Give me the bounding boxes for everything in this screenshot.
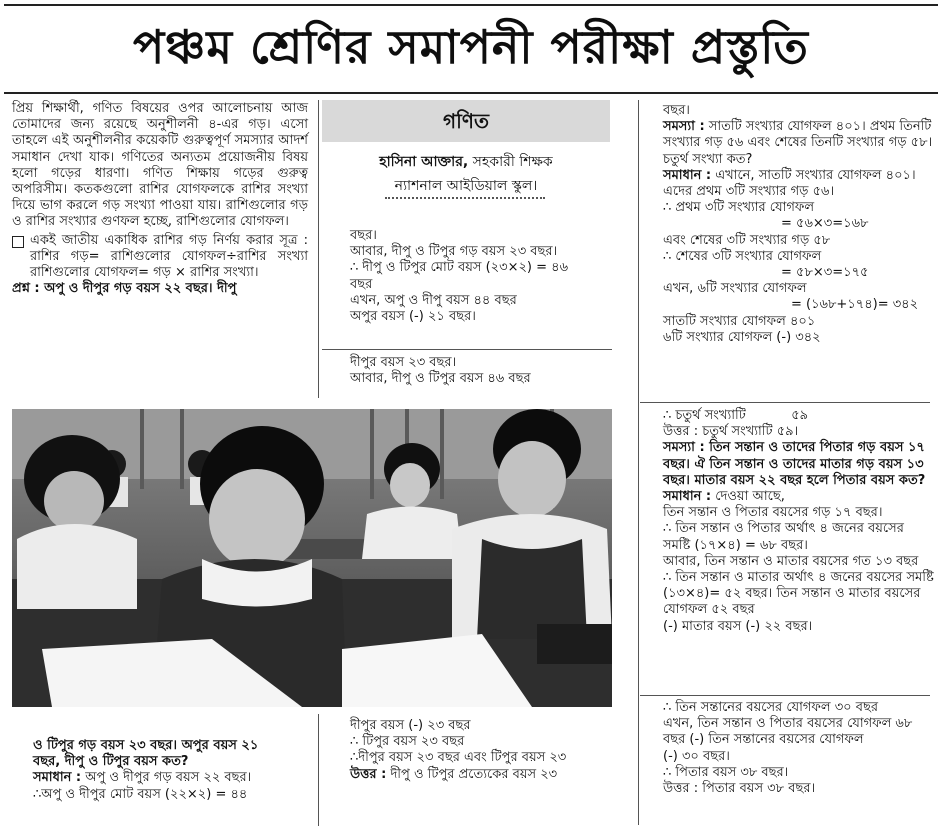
text-line: = ৫৮×৩=১৭৫ (781, 265, 869, 281)
solution-label: সমাধান : (663, 167, 712, 183)
text-line: ∴ তিন সন্তান ও মাতার অর্থাৎ ৪ জনের বয়সের সমষ্টি (১৩×৪)= ৫২ বছর। তিন সন্তান ও মাতার বয়সের যোগফল ৫২ বছর (663, 570, 934, 618)
text-line: ও টিপুর গড় বয়স ২৩ বছর। অপুর বয়স ২১ (33, 738, 259, 753)
solution-text: অপু ও দীপুর গড় বয়স ২২ বছর। (81, 770, 252, 786)
solution-paragraph (663, 168, 935, 184)
column-3-bottom (663, 700, 935, 797)
column-3-divider (640, 695, 930, 696)
text-line: সাতটি সংখ্যার যোগফল ৪০১ (663, 313, 816, 329)
column-1-intro (12, 101, 308, 297)
author-byline (322, 150, 610, 198)
text-line: এখন, ৬টি সংখ্যার যোগফল (663, 281, 807, 297)
answer-text: দীপু ও টিপুর প্রত্যেকের বয়স ২৩ (386, 766, 558, 782)
text-line: ∴ শেষের ৩টি সংখ্যার যোগফল (663, 248, 822, 264)
column-separator (638, 100, 639, 825)
column-separator (318, 100, 319, 398)
text-line: বছর। (350, 228, 377, 243)
text-line: (-) মাতার বয়স (-) ২২ বছর। (663, 618, 813, 634)
text-line: বছর। (663, 103, 690, 118)
text-line: অপুর বয়স (-) ২১ বছর। (350, 309, 476, 325)
page-headline: পঞ্চম শ্রেণির সমাপনী পরীক্ষা প্রস্তুতি (133, 20, 809, 74)
text-line: তিন সন্তান ও পিতার বয়সের গড় ১৭ বছর। (663, 505, 883, 521)
intro-paragraph: প্রিয় শিক্ষার্থী, গণিত বিষয়ের ওপর আলোচনায় আজ তোমাদের জন্য রয়েছে অনুশীলনী ৪-এর গড়। এসো তাহলে এই অনুশীলনীর কয়েকটি গুরুত্বপূর্ণ সমস্যার আদর্শ সমাধান দেখা যাক। গণিতের অন্যতম প্রয়োজনীয় বিষয় হলো গড়ের ধারণা। গণিত শিক্ষায় গড়ের গুরুত্ব অপরিসীম। কতকগুলো রাশির যোগফলকে রাশির সংখ্যা দিয়ে ভাগ করলে গড় সংখ্যা পাওয়া যায়। রাশিগুলোর গড় ও রাশির সংখ্যার গুণফল হচ্ছে, রাশিগুলোর যোগফল। (12, 101, 308, 230)
text-line: ∴ দীপু ও টিপুর মোট বয়স (২৩×২) = ৪৬ (350, 260, 569, 276)
text-line: ∴ টিপুর বয়স ২৩ বছর (350, 734, 465, 750)
classroom-photo (12, 409, 612, 707)
text-line: = ৫৬×৩=১৬৮ (781, 216, 869, 232)
problem-text: তিন সন্তান ও তাদের পিতার গড় বয়স ১৭ বছর। ঐ তিন সন্তান ও তাদের মাতার গড় বয়স ১৩ বছর। মাতার বয়স ২২ বছর হলে পিতার বয়স কত? (663, 440, 926, 488)
headline-rule (4, 92, 938, 94)
question-line (12, 281, 308, 297)
solution-line (33, 770, 323, 786)
formula-bullet (12, 233, 308, 282)
column-3-top (663, 103, 935, 346)
text-line: দীপুর বয়স ২৩ বছর। (350, 355, 457, 370)
problem-paragraph (663, 440, 935, 489)
text-line: ∴দীপুর বয়স ২৩ বছর এবং টিপুর বয়স ২৩ (350, 750, 567, 766)
author-role: সহকারী শিক্ষক (468, 154, 553, 170)
dotted-divider (385, 197, 545, 199)
text-line: = (১৬৮+১৭৪)= ৩৪২ (791, 297, 919, 313)
text-line: ∴অপু ও দীপুর মোট বয়স (২২×২) = ৪৪ (33, 786, 248, 802)
text-line: ∴ তিন সন্তানের বয়সের যোগফল ৩০ বছর (663, 700, 879, 715)
text-line: আবার, তিন সন্তান ও মাতার বয়সের গত ১৩ বছর (663, 553, 919, 569)
column-3-mid (663, 408, 935, 635)
top-rule (4, 4, 938, 6)
text-line: এবং শেষের ৩টি সংখ্যার গড় ৫৮ (663, 232, 831, 248)
subject-banner: গণিত (322, 100, 610, 142)
text-line: (-) ৩০ বছর। (663, 748, 730, 764)
text-line: এদের প্রথম ৩টি সংখ্যার গড় ৫৬। (663, 184, 835, 200)
answer-label: উত্তর : (350, 766, 387, 782)
column-3-divider (640, 402, 930, 403)
problem-label: সমস্যা : (663, 440, 705, 456)
formula-text: একই জাতীয় একাধিক রাশির গড় নির্ণয় করার সূত্র : রাশির গড়= রাশিগুলোর যোগফল÷রাশির সংখ্যা রাশিগুলোর যোগফল= গড় × রাশির সংখ্যা। (30, 232, 308, 281)
text-line: দীপুর বয়স (-) ২৩ বছর (350, 718, 471, 733)
solution-text: দেওয়া আছে, (711, 489, 785, 505)
solution-label: সমাধান : (33, 770, 82, 786)
column-1-continued (33, 738, 323, 803)
author-name: হাসিনা আক্তার, (379, 154, 469, 170)
text-line: এখন, অপু ও দীপু বয়স ৪৪ বছর (350, 292, 517, 308)
problem-paragraph (663, 119, 935, 168)
text-line: ∴ প্রথম ৩টি সংখ্যার যোগফল (663, 200, 815, 216)
solution-paragraph (663, 489, 935, 505)
text-line: উত্তর : পিতার বয়স ৩৮ বছর। (663, 781, 816, 797)
text-line: ∴ চতুর্থ সংখ্যাটি ৫৯ (663, 408, 809, 423)
text-line: ৬টি সংখ্যার যোগফল (-) ৩৪২ (663, 329, 821, 345)
problem-label: সমস্যা : (663, 119, 705, 135)
column-2-bottom (350, 718, 612, 783)
text-line: ∴ তিন সন্তান ও পিতার অর্থাৎ ৪ জনের বয়সের সমষ্টি (১৭×৪) = ৬৮ বছর। (663, 521, 904, 553)
solution-label: সমাধান : (663, 489, 712, 505)
text-line: ∴ পিতার বয়স ৩৮ বছর। (663, 764, 789, 780)
column-2-top (350, 228, 612, 325)
text-line: আবার, দীপু ও টিপুর বয়স ৪৬ বছর (350, 371, 531, 387)
author-school: ন্যাশনাল আইডিয়াল স্কুল। (394, 178, 538, 194)
solution-text: এখানে, সাতটি সংখ্যার যোগফল ৪০১। (711, 167, 916, 183)
column-2-divider (322, 349, 612, 350)
students-writing-image (12, 409, 612, 707)
question-label: প্রশ্ন : (12, 281, 40, 297)
text-line: বছর, দীপু ও টিপুর বয়স কত? (33, 754, 189, 770)
square-bullet-icon (12, 236, 24, 248)
problem-text: সাতটি সংখ্যার যোগফল ৪০১। প্রথম তিনটি সংখ্যার গড় ৫৬ এবং শেষের তিনটি সংখ্যার গড় ৫৮। চতুর্থ সংখ্যা কত? (663, 119, 933, 167)
text-line: বছর (350, 276, 373, 292)
text-line: উত্তর : চতুর্থ সংখ্যাটি ৫৯। (663, 424, 799, 440)
question-text: অপু ও দীপুর গড় বয়স ২২ বছর। দীপু (39, 281, 237, 297)
column-2-mid (350, 355, 612, 387)
answer-line (350, 767, 612, 783)
text-line: এখন, তিন সন্তান ও পিতার বয়সের যোগফল ৬৮ বছর (-) তিন সন্তানের বয়সের যোগফল (663, 716, 913, 748)
text-line: আবার, দীপু ও টিপুর গড় বয়স ২৩ বছর। (350, 244, 558, 260)
